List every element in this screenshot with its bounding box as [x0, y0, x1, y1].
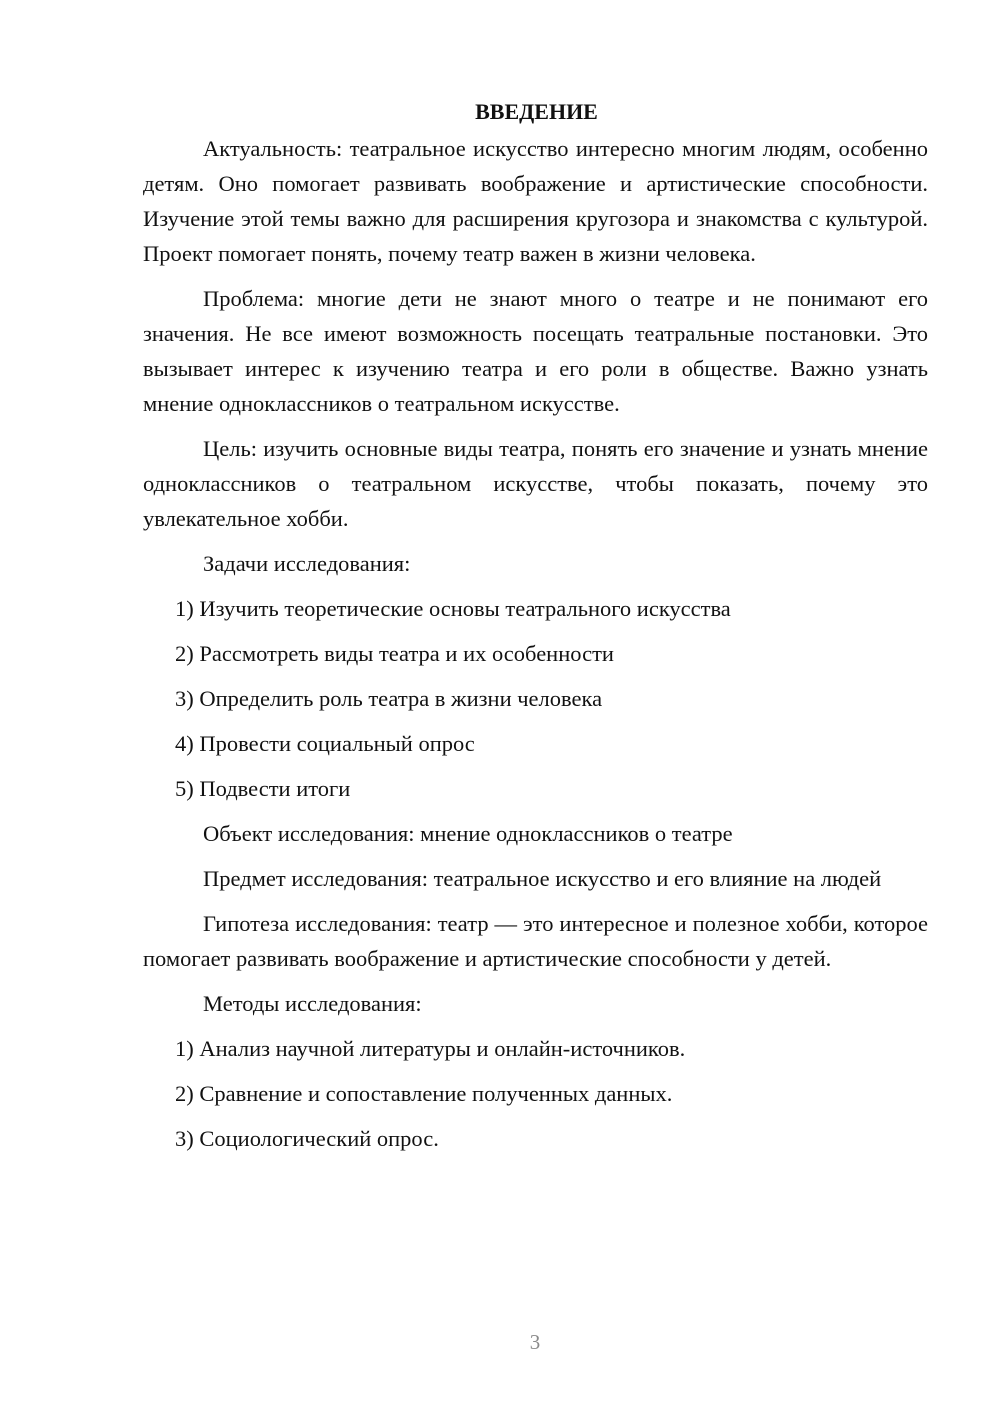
page-number: 3 [529, 1330, 541, 1354]
method-item-3: 3) Социологический опрос. [175, 1126, 439, 1151]
task-item-1: 1) Изучить теоретические основы театрального искусства [175, 596, 731, 621]
problem-paragraph: Проблема: многие дети не знают много о театре и не понимают его значения. Не все имеют возможность посещать театральные постановки. Это вызывает интерес к изучению театра и его роли в обществе. Важно узнать мнение одноклассников о театральном искусстве. [143, 286, 928, 416]
method-item-2: 2) Сравнение и сопоставление полученных данных. [175, 1081, 673, 1106]
page-content [143, 94, 928, 1166]
hypothesis-paragraph: Гипотеза исследования: театр — это интересное и полезное хобби, которое помогает развивать воображение и артистические способности у детей. [143, 911, 928, 971]
task-item-3: 3) Определить роль театра в жизни человека [175, 686, 603, 711]
relevance-paragraph: Актуальность: театральное искусство интересно многим людям, особенно детям. Оно помогает развивать воображение и артистические способности. Изучение этой темы важно для расширения кругозора и знакомства с культурой. Проект помогает понять, почему театр важен в жизни человека. [143, 136, 928, 266]
tasks-heading: Задачи исследования: [203, 551, 411, 576]
subject-paragraph: Предмет исследования: театральное искусство и его влияние на людей [203, 866, 882, 891]
task-item-4: 4) Провести социальный опрос [175, 731, 475, 756]
methods-heading: Методы исследования: [203, 991, 422, 1016]
object-line: Объект исследования: мнение одноклассников о театре [203, 821, 733, 846]
section-title: ВВЕДЕНИЕ [475, 99, 598, 124]
task-item-5: 5) Подвести итоги [175, 776, 351, 801]
method-item-1: 1) Анализ научной литературы и онлайн-источников. [175, 1036, 686, 1061]
task-item-2: 2) Рассмотреть виды театра и их особенности [175, 641, 614, 666]
goal-paragraph: Цель: изучить основные виды театра, понять его значение и узнать мнение одноклассников о театральном искусстве, чтобы показать, почему это увлекательное хобби. [143, 436, 928, 531]
